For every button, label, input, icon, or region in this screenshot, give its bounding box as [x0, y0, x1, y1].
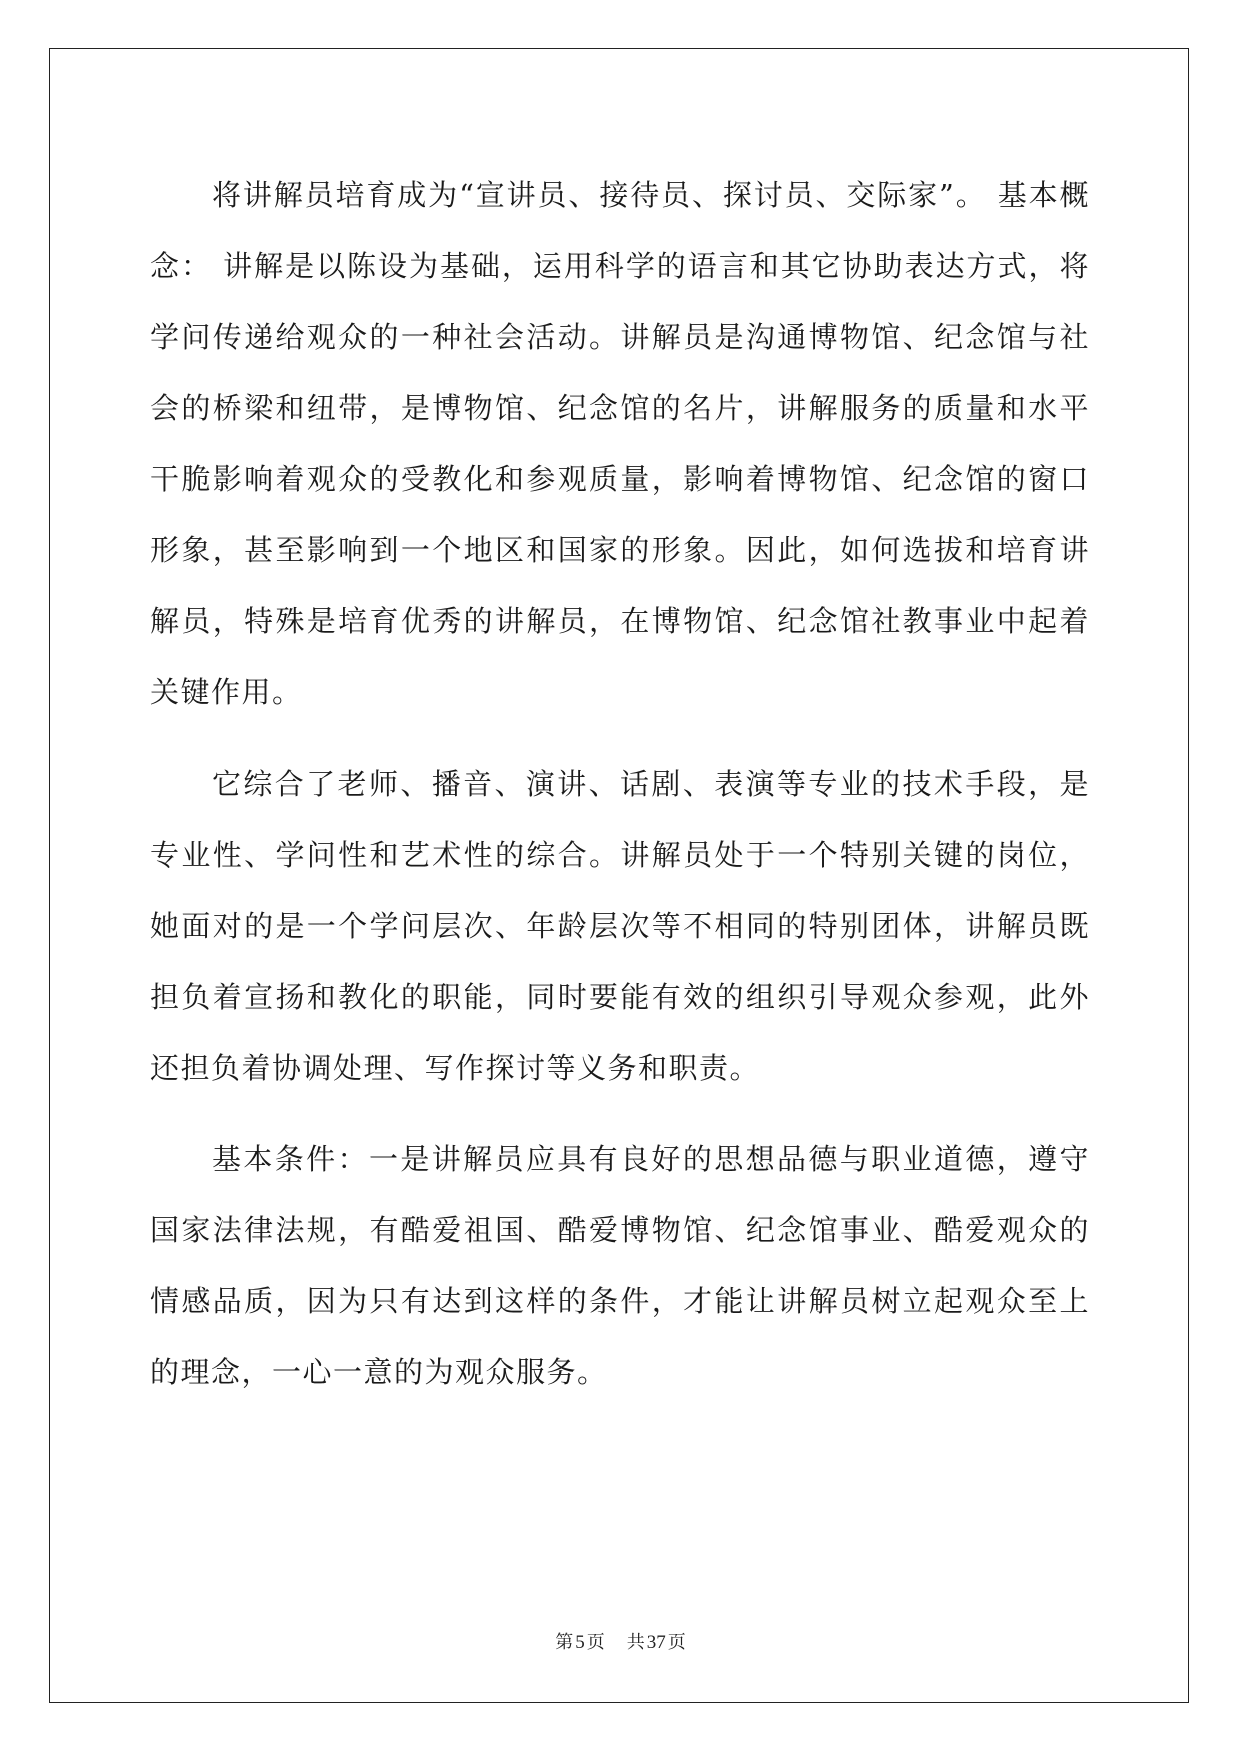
paragraph: 将讲解员培育成为“宣讲员、接待员、探讨员、交际家”。 基本概念： 讲解是以陈设为基础，运用科学的语言和其它协助表达方式，将学问传递给观众的一种社会活动。讲解员是沟通博物馆、纪念馆与社会的桥梁和纽带，是博物馆、纪念馆的名片，讲解服务的质量和水平干脆影响着观众的受教化和参观质量，影响着博物馆、纪念馆的窗口形象，甚至影响到一个地区和国家的形象。因此，如何选拔和培育讲解员，特殊是培育优秀的讲解员，在博物馆、纪念馆社教事业中起着关键作用。: [150, 178, 1090, 709]
paragraph: 它综合了老师、播音、演讲、话剧、表演等专业的技术手段，是专业性、学问性和艺术性的综合。讲解员处于一个特别关键的岗位，她面对的是一个学问层次、年龄层次等不相同的特别团体，讲解员既担负着宣扬和教化的职能，同时要能有效的组织引导观众参观，此外还担负着协调处理、写作探讨等义务和职责。: [150, 767, 1090, 1085]
page-number-prefix: 第: [555, 1632, 574, 1653]
page-footer: [0, 1628, 1241, 1654]
total-pages-prefix: 共: [626, 1632, 645, 1653]
page-number-suffix: 页: [586, 1632, 605, 1653]
total-pages-number: 37: [646, 1632, 666, 1653]
current-page-number: 5: [575, 1632, 585, 1653]
paragraph: 基本条件：一是讲解员应具有良好的思想品德与职业道德，遵守国家法律法规，有酷爱祖国、酷爱博物馆、纪念馆事业、酷爱观众的情感品质，因为只有达到这样的条件，才能让讲解员树立起观众至上的理念，一心一意的为观众服务。: [150, 1142, 1090, 1389]
document-body: [150, 160, 1090, 1408]
total-pages-suffix: 页: [667, 1632, 686, 1653]
